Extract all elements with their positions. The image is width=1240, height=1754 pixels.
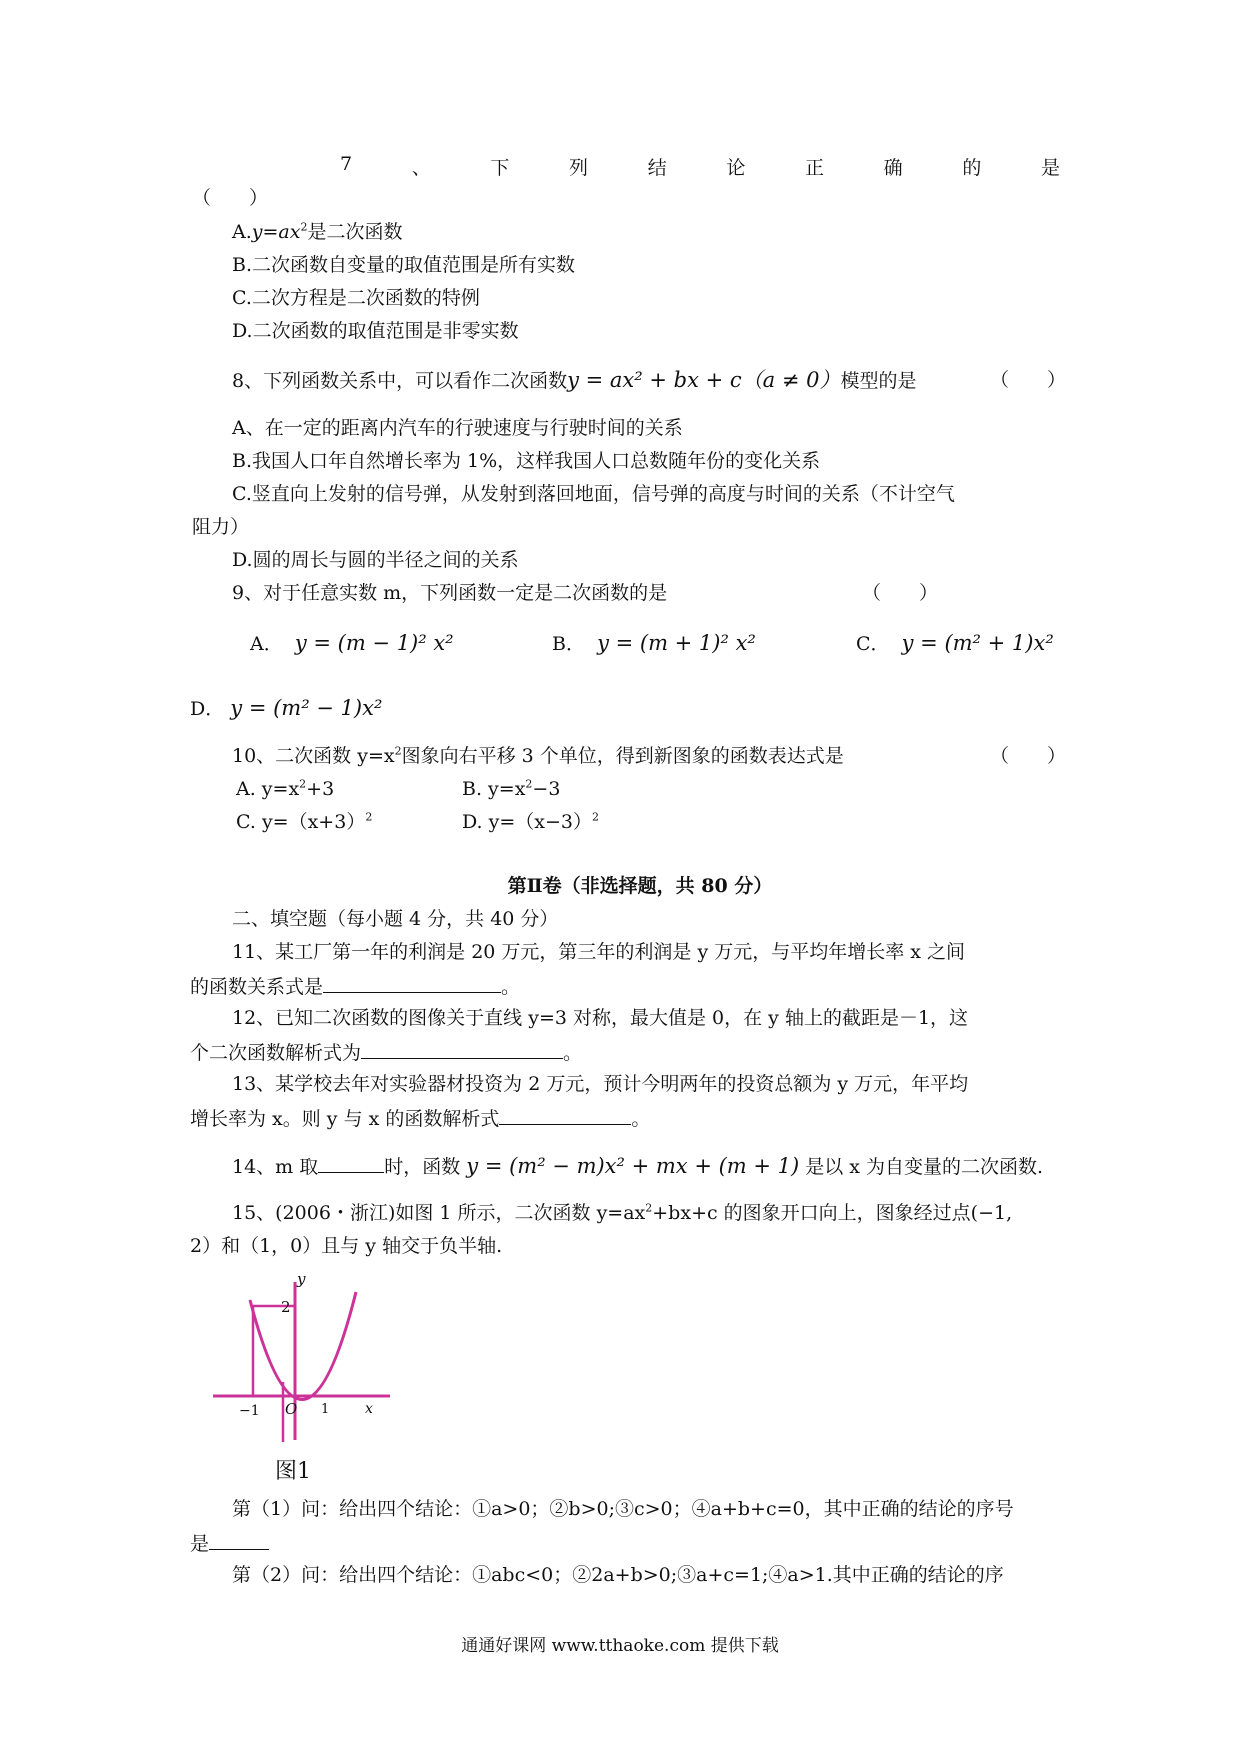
q7-option-a: $A.y=ax^2$是二次函数 (232, 220, 403, 243)
q12-line2: 个二次函数解析式为 。 (190, 1038, 582, 1066)
q15-figure (205, 1270, 405, 1485)
q7-option-d: D.二次函数的取值范围是非零实数 (232, 320, 519, 342)
q10-option-c: C. $y=(x+3)^2$ (236, 810, 373, 833)
q7-stem-char: 确 (883, 157, 903, 179)
q8-option-a: A、在一定的距离内汽车的行驶速度与行驶时间的关系 (232, 417, 683, 439)
q9-bracket: （ ） (862, 582, 939, 604)
q8-option-c: C.竖直向上发射的信号弹，从发射到落回地面，信号弹的高度与时间的关系（不计空气 (232, 483, 955, 505)
parabola-curve (250, 1292, 356, 1400)
page-footer: 通通好课网 www.tthaoke.com 提供下载 (461, 1636, 779, 1656)
q8-option-b: B.我国人口年自然增长率为 1%，这样我国人口总数随年份的变化关系 (232, 450, 821, 472)
q11-line1: 11、某工厂第一年的利润是 20 万元，第三年的利润是 y 万元，与平均年增长率 x 之间 (232, 941, 966, 963)
q8-formula: y = ax² + bx + c（a ≠ 0） (567, 368, 841, 392)
label-origin: O (285, 1400, 298, 1418)
q9-stem: 9、对于任意实数 m，下列函数一定是二次函数的是 (232, 582, 668, 604)
q7-option-c: C.二次方程是二次函数的特例 (232, 287, 480, 309)
q8-option-d: D.圆的周长与圆的半径之间的关系 (232, 549, 519, 571)
figure-caption: 图1 (275, 1459, 311, 1484)
label-axis-x: x (365, 1401, 373, 1417)
q7-stem-char: 论 (726, 157, 746, 179)
section-subtitle: 二、填空题（每小题 4 分，共 40 分） (232, 908, 559, 930)
q15-part2-line1: 第（2）问：给出四个结论：①abc<0；②2a+b>0;③a+c=1;④a>1.其中正确的结论的序 (232, 1564, 1004, 1586)
q7-stem-char: 正 (805, 157, 825, 179)
q10-option-d: D. $y=(x-3)^2$ (462, 810, 600, 833)
q10-stem: 10、二次函数 $y=x^2$图象向右平移 3 个单位，得到新图象的函数表达式是 (232, 744, 844, 767)
q15-part1-answer-blank[interactable] (209, 1529, 269, 1550)
label-one: 1 (321, 1402, 330, 1417)
q7-stem-char: 7 (340, 153, 353, 175)
q7-stem-char: 是 (1040, 157, 1060, 179)
q7-stem-char: 列 (569, 157, 589, 179)
q13-line2: 增长率为 x。则 y 与 x 的函数解析式 。 (190, 1104, 650, 1132)
q7-stem-char: 的 (962, 157, 982, 179)
q7-option-b: B.二次函数自变量的取值范围是所有实数 (232, 254, 576, 276)
q8-stem: 8、下列函数关系中，可以看作二次函数y = ax² + bx + c（a ≠ 0）模型的是 (232, 368, 917, 392)
q13-answer-blank[interactable] (499, 1104, 631, 1125)
q7-stem (340, 153, 1060, 180)
q8-bracket: （ ） (990, 369, 1067, 391)
q12-line1: 12、已知二次函数的图像关于直线 y=3 对称，最大值是 0，在 y 轴上的截距是－1，这 (232, 1007, 969, 1029)
label-neg-one: −1 (239, 1403, 260, 1419)
q10-bracket: （ ） (990, 745, 1067, 767)
label-axis-y: y (297, 1270, 306, 1288)
q15-line2: 2）和（1，0）且与 y 轴交于负半轴. (190, 1235, 503, 1257)
q7-stem-char: 、 (411, 157, 431, 179)
q15-part1-line1: 第（1）问：给出四个结论：①a>0；②b>0;③c>0；④a+b+c=0，其中正确的结论的序号 (232, 1498, 1014, 1520)
q7-stem-char: 下 (490, 157, 510, 179)
q13-line1: 13、某学校去年对实验器材投资为 2 万元，预计今明两年的投资总额为 y 万元，年平均 (232, 1073, 969, 1095)
q9-option-d: D． y = (m² − 1)x² (190, 696, 383, 720)
q15-part1-line2: 是 (190, 1529, 269, 1557)
q10-option-a: A. $y=x^2+3$ (236, 777, 335, 800)
label-two: 2 (281, 1298, 291, 1316)
q14-answer-blank[interactable] (318, 1152, 384, 1173)
q9-option-a: A． y = (m − 1)² x² (250, 631, 454, 655)
section-title: 第Ⅱ卷（非选择题，共 80 分） (507, 875, 773, 897)
q11-line2: 的函数关系式是 。 (190, 972, 520, 1000)
q8-option-c-cont: 阻力） (192, 516, 250, 538)
q9-option-b: B． y = (m + 1)² x² (552, 631, 756, 655)
q12-answer-blank[interactable] (361, 1038, 563, 1059)
q14-formula: y = (m² − m)x² + mx + (m + 1) (466, 1154, 800, 1178)
q14-line: 14、m 取 时，函数 y = (m² − m)x² + mx + (m + 1) 是以 x 为自变量的二次函数. (232, 1154, 1044, 1178)
q10-option-b: B. $y=x^2-3$ (462, 777, 561, 800)
q9-option-c: C． y = (m² + 1)x² (856, 631, 1054, 655)
q7-stem-char: 结 (647, 157, 667, 179)
q15-line1: 15、(2006・浙江)如图 1 所示，二次函数 $y=ax^2+bx+c$ 的图象开口向上，图象经过点(−1, (232, 1201, 1013, 1224)
q7-bracket: （ ） (192, 187, 269, 209)
q11-answer-blank[interactable] (323, 972, 501, 993)
